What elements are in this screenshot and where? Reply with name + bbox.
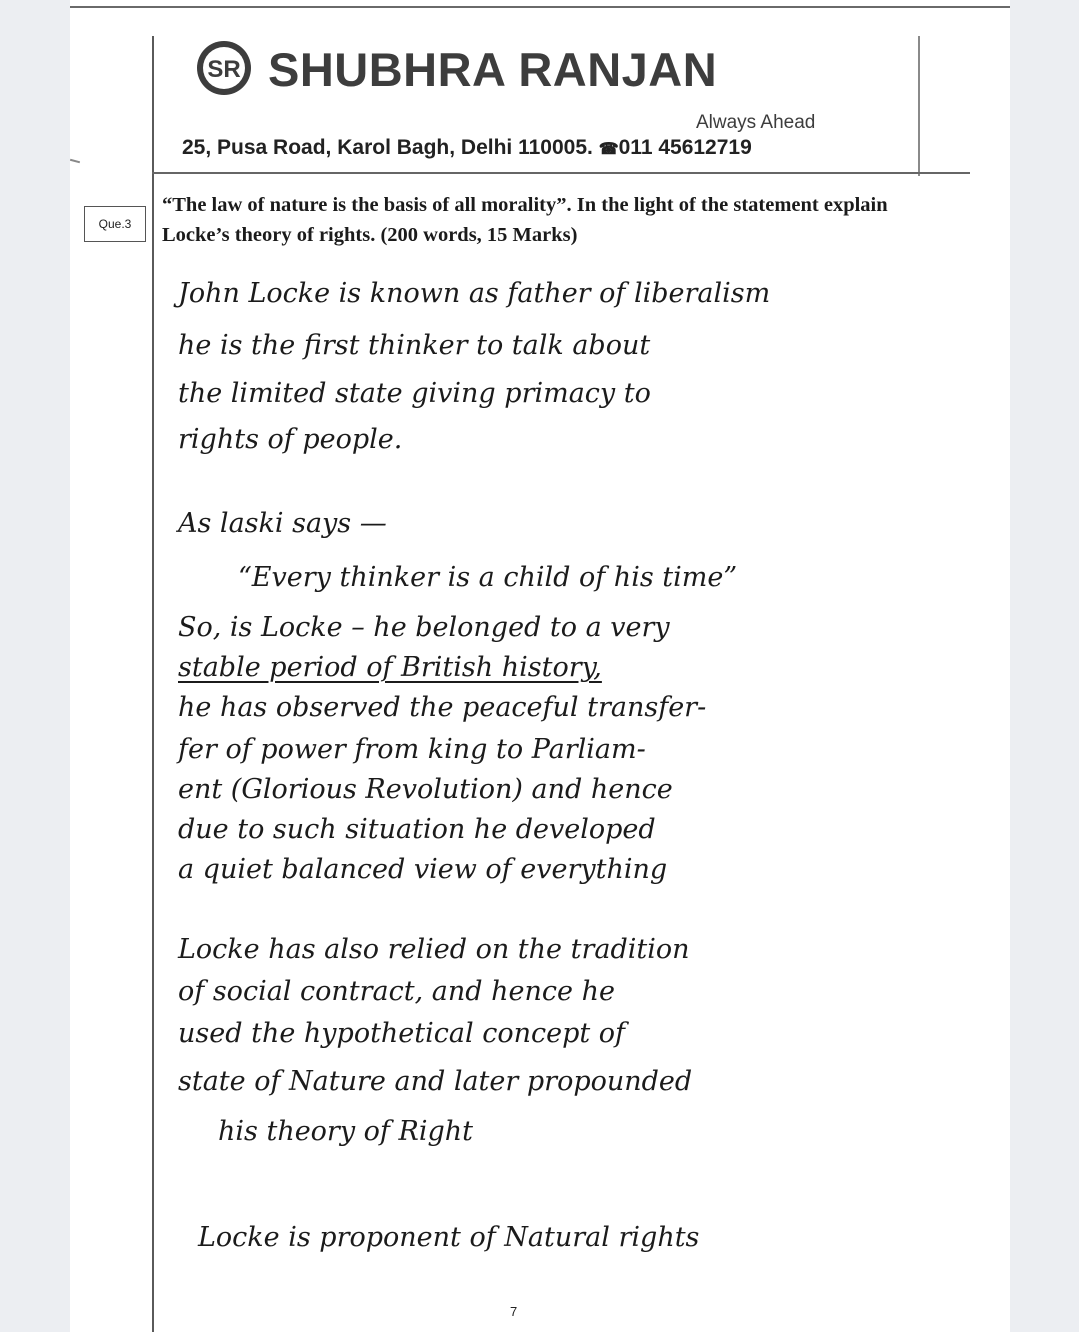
answer-line: stable period of British history,	[178, 652, 602, 683]
phone-number: 011 45612719	[618, 136, 752, 159]
sr-logo-icon	[194, 38, 254, 98]
tagline: Always Ahead	[696, 112, 816, 133]
brand-name: SHUBHRA RANJAN	[268, 43, 718, 96]
telephone-icon: ☎	[598, 141, 619, 158]
top-rule	[70, 6, 1010, 8]
page-number: 7	[510, 1304, 518, 1319]
header-divider	[152, 172, 970, 174]
answer-line: used the hypothetical concept of	[178, 1018, 626, 1049]
answer-line: state of Nature and later propounded	[178, 1066, 693, 1097]
quote-line: “Every thinker is a child of his time”	[238, 562, 738, 593]
answer-line: ent (Glorious Revolution) and hence	[178, 774, 673, 805]
answer-line: So, is Locke – he belonged to a very	[178, 612, 670, 643]
answer-line: due to such situation he developed	[178, 814, 656, 845]
answer-line: the limited state giving primacy to	[178, 378, 651, 409]
answer-line: he has observed the peaceful transfer-	[178, 692, 707, 723]
address-line	[182, 136, 752, 160]
answer-line: Locke has also relied on the tradition	[178, 934, 690, 965]
answer-line: his theory of Right	[218, 1116, 473, 1147]
answer-sheet	[70, 0, 1010, 1332]
answer-line: fer of power from king to Parliam-	[178, 734, 646, 765]
margin-line	[152, 36, 154, 1332]
answer-line: he is the first thinker to talk about	[178, 330, 651, 361]
answer-line: of social contract, and hence he	[178, 976, 615, 1007]
margin-mark	[70, 159, 80, 164]
answer-line: a quiet balanced view of everything	[178, 854, 668, 885]
question-label: Que.3	[84, 206, 146, 242]
answer-line: John Locke is known as father of liberalism	[178, 278, 771, 309]
question-text: “The law of nature is the basis of all morality”. In the light of the statement explain Locke’s theory of rights. (200 words, 15 Marks)	[162, 194, 888, 246]
header-right-line	[918, 36, 920, 176]
address: 25, Pusa Road, Karol Bagh, Delhi 110005.	[182, 136, 593, 159]
answer-line: Locke is proponent of Natural rights	[198, 1222, 700, 1253]
answer-line: rights of people.	[178, 424, 403, 455]
answer-line: As laski says —	[178, 508, 387, 539]
svg-text:SR: SR	[207, 56, 241, 83]
